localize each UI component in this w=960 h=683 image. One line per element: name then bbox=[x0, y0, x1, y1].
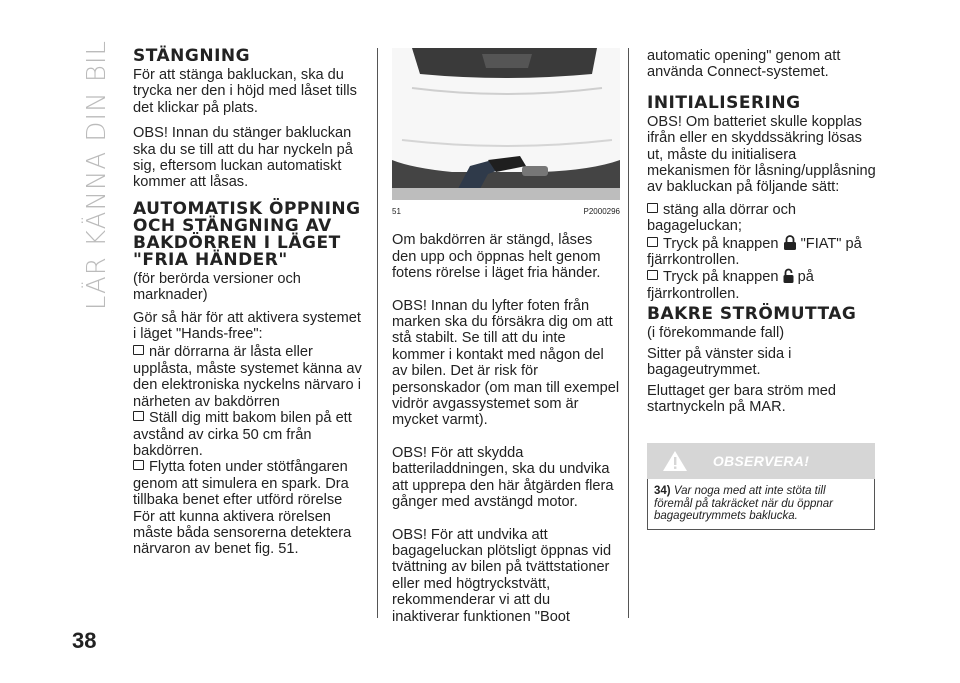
list-item bbox=[133, 344, 368, 410]
list-item bbox=[133, 459, 368, 557]
heading-automatisk-oppning bbox=[133, 198, 368, 270]
paragraph: För att stänga bakluckan, ska du trycka ner den i höjd med låset tills det klickar på plats. bbox=[133, 67, 357, 116]
chapter-side-title bbox=[70, 40, 110, 340]
figure-caption bbox=[392, 204, 620, 220]
list-item-text: "FIAT" på bbox=[800, 235, 862, 252]
list-item-text: fjärrkontrollen. bbox=[647, 252, 740, 269]
paragraph: Om bakdörren är stängd, låses den upp och öppnas helt genom fotens rörelse i läget fria händer. bbox=[392, 232, 601, 282]
heading-stangning: STÄNGNING bbox=[133, 46, 251, 66]
checkbox-bullet-icon bbox=[133, 460, 144, 470]
figure-code: P2000296 bbox=[583, 207, 620, 216]
heading-initialisering: INITIALISERING bbox=[647, 92, 801, 113]
list-item-text: Tryck på knappen bbox=[663, 269, 779, 286]
column-3 bbox=[647, 48, 882, 530]
paragraph: (i förekommande fall) bbox=[647, 325, 785, 342]
heading-line: BAKDÖRREN I LÄGET bbox=[133, 232, 341, 253]
paragraph: automatic opening" genom att använda Connect-systemet. bbox=[647, 48, 841, 81]
list-item-text: Flytta foten under stötfångaren genom att simulera en spark. Dra tillbaka benet efter utförd rörelse För att kunna aktivera rörelsen måste båda sensorerna detektera närvaron av benet fig. 51. bbox=[133, 459, 352, 558]
list-item bbox=[647, 268, 882, 302]
heading-bakre-stromuttag: BAKRE STRÖMUTTAG bbox=[647, 304, 857, 325]
checkbox-bullet-icon bbox=[647, 270, 658, 280]
page-number: 38 bbox=[72, 628, 97, 653]
checkbox-bullet-icon bbox=[647, 203, 658, 213]
notice-text: Var noga med att inte stöta till föremål på takräcket när du öppnar bagageutrymmets baklucka. bbox=[654, 485, 833, 523]
figure-number: 51 bbox=[392, 207, 401, 216]
checkbox-bullet-icon bbox=[647, 237, 658, 247]
paragraph: (för berörda versioner och marknader) bbox=[133, 270, 301, 304]
notice-header bbox=[647, 443, 875, 479]
chapter-side-title-text: LÄR KÄNNA DIN BIL bbox=[82, 40, 112, 311]
paragraph: OBS! Innan du lyfter foten från marken ska du försäkra dig om att stå stabilt. Se till att du inte kommer i kontakt med någon del av bilen. Det är risk för personskador (om man till exempel vidrör avgassystemet som är mycket varmt). bbox=[392, 297, 620, 429]
notice-number: 34) bbox=[654, 485, 671, 498]
column-divider-right bbox=[628, 48, 629, 618]
paragraph: OBS! För att skydda batteriladdningen, ska du undvika att upprepa den här åtgärden flera gånger med avstängd motor. bbox=[392, 444, 614, 511]
checkbox-bullet-icon bbox=[133, 411, 144, 421]
column-divider-left bbox=[377, 48, 378, 618]
figure-51-photo bbox=[392, 48, 620, 200]
notice-body bbox=[647, 479, 875, 530]
list-item-text: på bbox=[797, 269, 814, 286]
car-rear-kick-sensor-illustration bbox=[392, 48, 620, 200]
list-item-text: när dörrarna är låsta eller upplåsta, måste systemet känna av den elektroniska nyckelns närvaro i närheten av bakdörren bbox=[133, 344, 362, 410]
padlock-icon bbox=[783, 235, 797, 250]
paragraph: OBS! För att undvika att bagageluckan plötsligt öppnas vid tvättning av bilen på tvättstationer eller med högtryckstvätt, rekommenderar vi att du inaktiverar funktionen "Boot bbox=[392, 526, 612, 625]
column-1 bbox=[133, 48, 368, 558]
list-item-text: fjärrkontrollen. bbox=[647, 285, 740, 302]
paragraph: Sitter på vänster sida i bagageutrymmet. bbox=[647, 345, 792, 379]
notice-title: OBSERVERA! bbox=[712, 453, 810, 470]
paragraph: Eluttaget ger bara ström med startnyckeln på MAR. bbox=[647, 382, 836, 415]
unlock-padlock-icon bbox=[783, 268, 794, 283]
checkbox-bullet-icon bbox=[133, 345, 144, 355]
paragraph: OBS! Innan du stänger bakluckan ska du se till att du har nyckeln på sig, eftersom luckan automatiskt kommer att låsas. bbox=[133, 125, 353, 191]
list-item-text: Ställ dig mitt bakom bilen på ett avstånd av cirka 50 cm från bakdörren. bbox=[133, 410, 352, 459]
list-item-text: Tryck på knappen bbox=[663, 235, 779, 252]
heading-line: AUTOMATISK ÖPPNING bbox=[133, 198, 361, 219]
list-item bbox=[647, 235, 882, 269]
list-item bbox=[647, 202, 882, 235]
list-item-text: stäng alla dörrar och bagageluckan; bbox=[647, 201, 797, 235]
paragraph: Gör så här för att aktivera systemet i läget "Hands-free": bbox=[133, 309, 361, 343]
observera-notice-box bbox=[647, 443, 875, 530]
heading-line: OCH STÄNGNING AV bbox=[133, 215, 332, 236]
paragraph: OBS! Om batteriet skulle kopplas ifrån eller en skyddssäkring lösas ut, måste du initialisera mekanismen för låsning/upplåsning av bakluckan på följande sätt: bbox=[647, 113, 876, 196]
column-2 bbox=[392, 48, 620, 634]
heading-line: "FRIA HÄNDER" bbox=[133, 249, 288, 270]
list-item bbox=[133, 410, 368, 459]
